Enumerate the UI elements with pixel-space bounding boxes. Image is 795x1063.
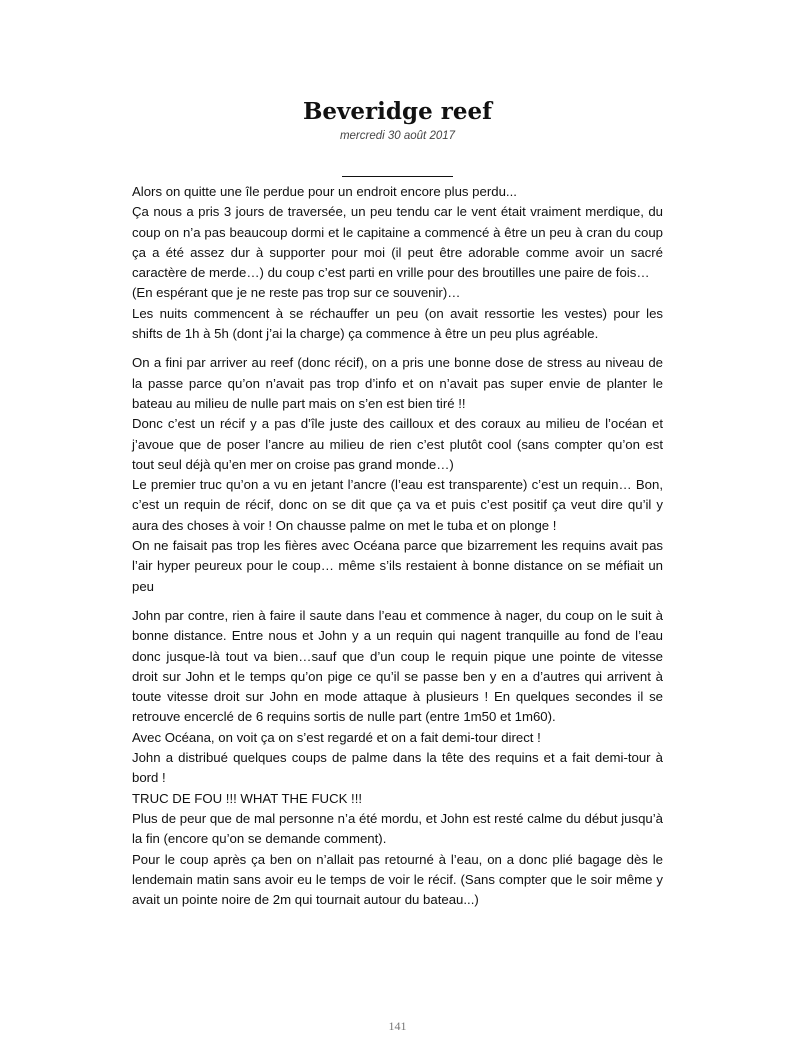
- paragraph: [132, 182, 663, 344]
- text-line: Avec Océana, on voit ça on s’est regardé et on a fait demi-tour direct !: [132, 729, 541, 745]
- text-line: Le premier truc qu’on a vu en jetant l’ancre (l’eau est transparente) c’est un requin… Bon,: [132, 477, 663, 493]
- text-line: Donc c’est un récif y a pas d’île juste des cailloux et des coraux au milieu de l’océan et: [132, 416, 663, 432]
- text-line: ça a été assez dur à supporter pour moi (il peut être adorable comme avoir un sacré: [132, 244, 663, 260]
- text-line: lendemain matin sans avoir eu le temps de voir le récif. (Sans compter que le soir même y: [132, 871, 663, 887]
- text-line: avait un pointe noire de 2m qui tournait autour du bateau...): [132, 892, 479, 908]
- text-line: bonne distance. Entre nous et John y a un requin qui nagent tranquille au fond de l’eau: [132, 628, 663, 644]
- text-line: shifts de 1h à 5h (dont j’ai la charge) ça commence à être un peu plus agréable.: [132, 326, 599, 342]
- text-line: On ne faisait pas trop les fières avec Océana parce que bizarrement les requins avait pas: [132, 538, 663, 554]
- text-line: retrouve encerclé de 6 requins sortis de nulle part (entre 1m50 et 1m60).: [132, 709, 556, 725]
- text-line: John par contre, rien à faire il saute dans l’eau et commence à nager, du coup on le suit à: [132, 607, 663, 623]
- text-line: l’air hyper peureux pour le coup… même s’ils restaient à bonne distance on se méfiait un: [132, 558, 663, 574]
- text-line: droit sur John et le temps qu’on pige ce qu’il se passe ben y en a d’autres qui arrivent à: [132, 668, 663, 684]
- text-line: TRUC DE FOU !!! WHAT THE FUCK !!!: [132, 790, 363, 806]
- paragraph: [132, 606, 663, 910]
- page-number: 141: [388, 1019, 407, 1033]
- text-line: peu: [132, 578, 155, 594]
- text-line: toute vitesse droit sur John en mode attaque à plusieurs ! En quelques secondes il se: [132, 689, 663, 705]
- text-line: coup on n’a pas beaucoup dormi et le capitaine a commencé à être un peu à cran du coup: [132, 224, 663, 240]
- text-line: caractère de merde…) du coup c’est parti en vrille pour des broutilles une paire de fois…: [132, 265, 650, 281]
- text-line: j’avoue que de poser l’ancre au milieu de rien c’est plutôt cool (sans compter qu’on est: [132, 436, 663, 452]
- entry-date: mercredi 30 août 2017: [339, 130, 456, 142]
- text-line: la passe parce qu’on n’avait pas trop d’info et on n’avait pas super envie de planter le: [132, 375, 663, 391]
- text-line: Plus de peur que de mal personne n’a été mordu, et John est resté calme du début jusqu’à: [132, 810, 663, 826]
- page-title: Beveridge reef: [302, 98, 492, 125]
- text-line: Les nuits commencent à se réchauffer un peu (on avait ressortie les vestes) pour les: [132, 305, 663, 321]
- text-line: Pour le coup après ça ben on n’allait pas retourné à l’eau, on a donc plié bagage dès le: [132, 851, 663, 867]
- title-divider: [342, 176, 453, 177]
- text-line: John a distribué quelques coups de palme dans la tête des requins et a fait demi-tour à: [132, 750, 663, 766]
- text-line: aura des choses à voir ! On chausse palme on met le tuba et on plonge !: [132, 517, 557, 533]
- text-line: tout seul déjà qu’en mer on croise pas grand monde…): [132, 456, 454, 472]
- text-line: c’est un requin de récif, donc on se dit que ça va et puis c’est positif ça veut dire qu’il y: [132, 497, 663, 513]
- text-line: bateau au milieu de nulle part mais on s’en est bien tiré !!: [132, 395, 466, 411]
- text-line: bord !: [132, 770, 166, 786]
- text-line: (En espérant que je ne reste pas trop sur ce souvenir)…: [132, 285, 461, 301]
- paragraph: [132, 353, 663, 597]
- article-body: [132, 182, 663, 919]
- text-line: donc jusque-là tout va bien…sauf que d’un coup le requin pique une pointe de vitesse: [132, 648, 663, 664]
- text-line: Ça nous a pris 3 jours de traversée, un peu tendu car le vent était vraiment merdique, du: [132, 204, 663, 220]
- text-line: la fin (encore qu’on se demande comment).: [132, 831, 387, 847]
- text-line: Alors on quitte une île perdue pour un endroit encore plus perdu...: [132, 184, 517, 199]
- text-line: On a fini par arriver au reef (donc récif), on a pris une bonne dose de stress au niveau de: [132, 355, 663, 371]
